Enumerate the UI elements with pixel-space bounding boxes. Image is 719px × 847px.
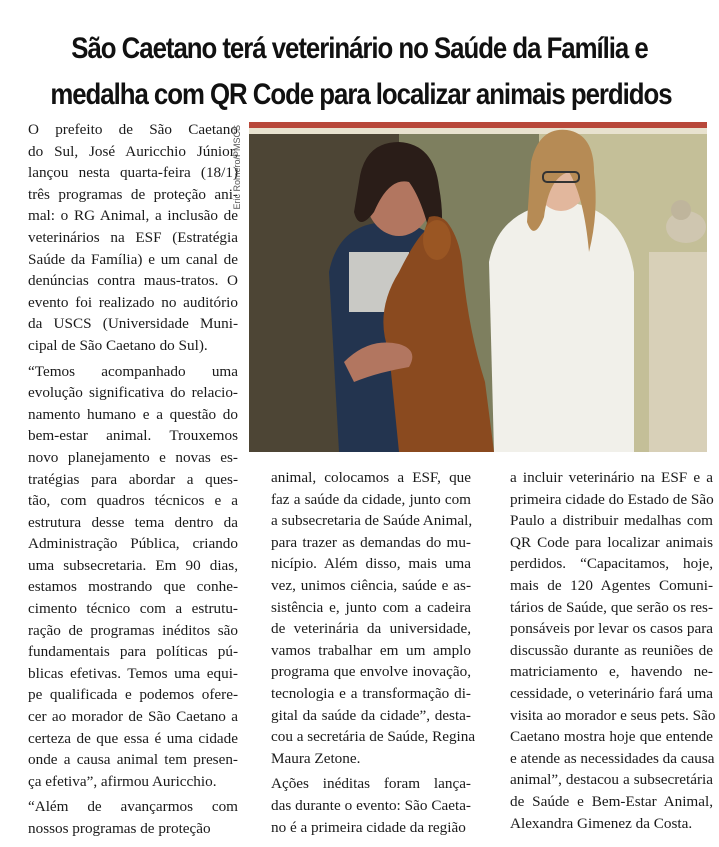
text-line: cer ao morador de São Caetano a	[28, 708, 238, 726]
text-line: cou a secretária de Saúde, Regina	[271, 728, 476, 746]
text-line: animal, colocamos a ESF, que	[271, 469, 471, 486]
text-column-3	[488, 467, 716, 834]
text-line: nicípio. Além disso, mais uma	[271, 555, 471, 573]
text-line: de veterinária da universidade,	[271, 620, 471, 638]
text-line: tecnologia e a transformação di-	[271, 684, 471, 702]
text-line: Maura Zetone.	[271, 749, 361, 767]
text-line: Administração Pública, criando	[28, 535, 238, 553]
text-line: do Sul, José Auricchio Júnior,	[28, 142, 238, 160]
headline-line: São Caetano terá veterinário no Saúde da Família e	[71, 32, 648, 66]
text-line: de Saúde e Bem-Estar Animal,	[510, 792, 713, 810]
text-line: no é a primeira cidade da região	[271, 818, 466, 836]
text-line: e atende as necessidades da causa	[510, 749, 715, 767]
photo-credit: Eric Romero/PMSCS	[232, 125, 242, 210]
text-line: blicas efetivas. Temos uma equi-	[28, 664, 238, 682]
text-line: primeira cidade do Estado de São	[510, 490, 714, 508]
article-paragraph	[6, 119, 238, 357]
text-line: evolução significativa do relacio-	[28, 384, 238, 402]
text-line: visita ao morador e seus pets. São	[510, 706, 716, 724]
text-line: das durante o evento: São Caeta-	[271, 796, 471, 814]
text-line: ça efetiva”, afirmou Auricchio.	[28, 772, 217, 790]
text-line: uma subsecretaria. Em 90 dias,	[28, 556, 238, 574]
headline-line: medalha com QR Code para localizar animais perdidos	[50, 78, 672, 112]
text-line: fundamentais para políticas pú-	[28, 643, 238, 661]
text-line: vamos trabalhar em um amplo	[271, 641, 471, 659]
text-line: onde a causa animal tem presen-	[28, 751, 238, 769]
text-line: estrutura desse tema dentro da	[28, 513, 238, 531]
article-paragraph	[488, 467, 716, 834]
text-line: certeza de que essa é uma cidade	[28, 729, 238, 747]
text-line: animal”, destacou a subsecretária	[510, 771, 713, 789]
text-line: mal: o RG Animal, a inclusão de	[28, 207, 238, 225]
article-paragraph	[6, 361, 238, 793]
text-line: faz a saúde da cidade, junto com	[271, 490, 471, 508]
text-line: Ações inéditas foram lança-	[271, 775, 471, 793]
text-line: tários de Saúde, que serão os res-	[510, 598, 713, 616]
text-line: novo planejamento e novas es-	[28, 448, 238, 466]
text-column-1	[6, 119, 238, 840]
text-line: tratégias para abordar a ques-	[28, 470, 238, 488]
text-line: vez, unimos ciência, saúde e as-	[271, 576, 471, 594]
text-line: tão, com quadros técnicos e a	[28, 492, 238, 510]
text-line: ponsáveis por levar os casos para	[510, 620, 713, 638]
text-line: gital da saúde da cidade”, desta-	[271, 706, 471, 724]
text-line: ração de programas inéditos são	[28, 621, 238, 639]
text-line: Caetano mostra hoje que entende	[510, 728, 713, 746]
text-line: discussão durante as reuniões de	[510, 641, 713, 659]
article-paragraph	[249, 467, 476, 769]
text-line: Saúde da Família) e um canal de	[28, 250, 238, 268]
text-line: a subsecretaria de Saúde Animal,	[271, 512, 473, 530]
headline	[50, 26, 672, 118]
text-column-2	[249, 467, 476, 838]
text-line: mais de 120 Agentes Comuni-	[510, 576, 713, 594]
text-line: denúncias contra maus-tratos. O	[28, 272, 238, 290]
text-line: da USCS (Universidade Muni-	[28, 315, 238, 333]
text-line: Alexandra Gimenez da Costa.	[510, 814, 693, 832]
text-line: veterinários na ESF (Estratégia	[28, 228, 238, 246]
text-line: pe qualificada e podemos ofere-	[28, 686, 238, 704]
text-line: três programas de proteção ani-	[28, 185, 238, 203]
text-line: O prefeito de São Caetano	[28, 121, 238, 138]
text-line: a incluir veterinário na ESF e a	[510, 469, 713, 486]
text-line: cimento técnico com a estrutu-	[28, 600, 238, 618]
text-line: perdidos. “Capacitamos, hoje,	[510, 555, 713, 573]
photo-illustration	[249, 122, 707, 452]
text-line: cessidade, o veterinário fará uma	[510, 684, 713, 702]
text-line: matriciamento e, havendo ne-	[510, 663, 713, 681]
text-line: evento foi realizado no auditório	[28, 293, 238, 311]
article-photo	[249, 122, 707, 452]
text-line: lançou nesta quarta-feira (18/1)	[28, 164, 238, 182]
article-paragraph	[6, 796, 238, 839]
text-line: “Além de avançarmos com	[28, 798, 238, 816]
text-line: sistência e, junto com a cadeira	[271, 598, 471, 616]
text-line: bem-estar animal. Trouxemos	[28, 427, 238, 445]
article-paragraph	[249, 773, 471, 838]
text-line: programa que envolve inovação,	[271, 663, 471, 681]
text-line: estamos mostrando que conhe-	[28, 578, 238, 596]
text-line: namento humano e a questão do	[28, 405, 238, 423]
text-line: para trazer as demandas do mu-	[271, 533, 471, 551]
text-line: nossos programas de proteção	[28, 820, 211, 837]
text-line: QR Code para localizar animais	[510, 533, 713, 551]
text-line: “Temos acompanhado uma	[28, 362, 238, 380]
text-line: Paulo a distribuir medalhas com	[510, 512, 713, 530]
text-line: cipal de São Caetano do Sul).	[28, 336, 208, 354]
